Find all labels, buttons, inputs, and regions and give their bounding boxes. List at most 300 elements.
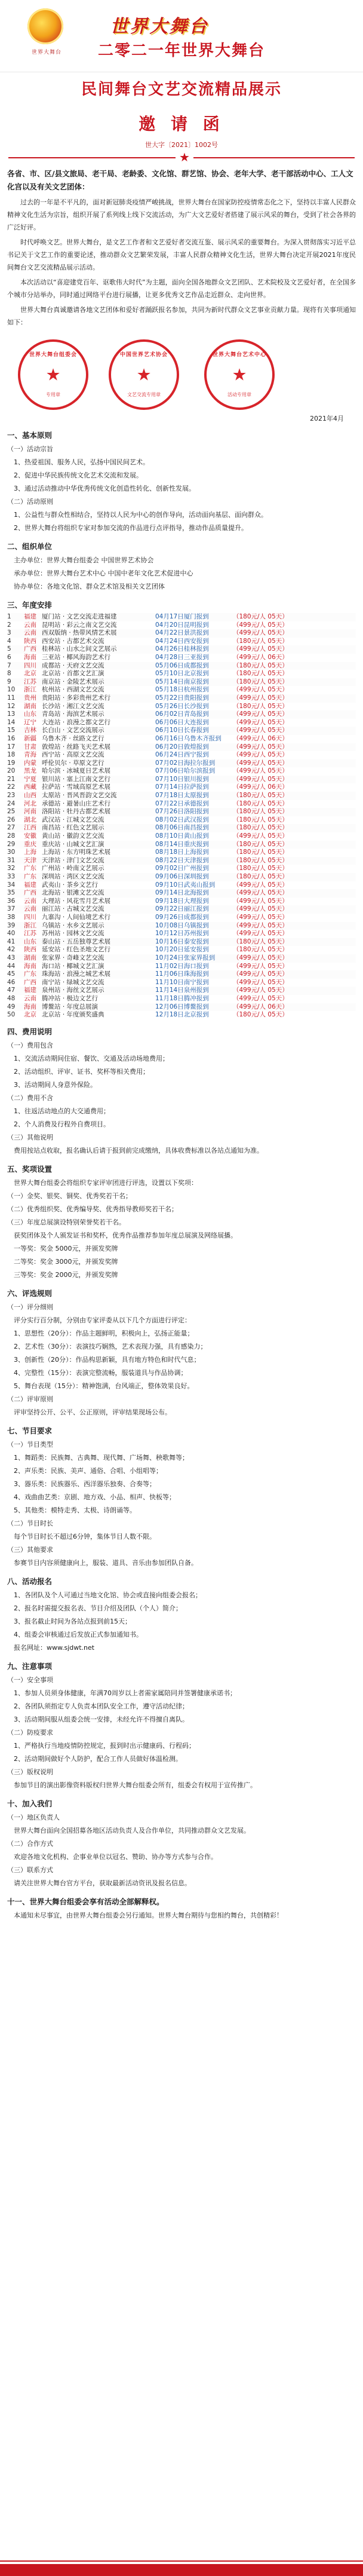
- schedule-title-cell: 苏州站 · 园林文艺交流: [42, 930, 104, 938]
- schedule-region-cell: 云南: [24, 897, 36, 905]
- seal-top-text: 世界大舞台艺术中心: [212, 352, 266, 358]
- schedule-no-cell: 24: [7, 800, 16, 807]
- schedule-date-cell: 08月06日南昌报到: [155, 824, 209, 832]
- intro-paragraph: 本次活动以“喜迎建党百年、讴歌伟大时代”为主题，面向全国各地群众文艺团队、艺术院校及文艺爱好者，在全国多个城市分站举办，同时通过网络平台进行展播，让更多优秀文艺作品走近群众、走向世界。: [7, 278, 356, 299]
- schedule-region-cell: 北京: [24, 670, 36, 678]
- schedule-fee-cell: （180元/人 05天）: [233, 816, 288, 823]
- schedule-region-cell: 吉林: [24, 727, 36, 734]
- schedule-title-cell: 武汉站 · 江城文艺交流: [42, 816, 104, 823]
- schedule-date-cell: 07月10日银川报到: [155, 775, 209, 783]
- schedule-no-cell: 9: [7, 678, 11, 685]
- schedule-title-cell: 西双版纳 · 热带风情艺术展: [42, 629, 117, 637]
- schedule-fee-cell: （499元/人 05天）: [233, 775, 288, 783]
- schedule-no-cell: 3: [7, 629, 11, 637]
- table-row: [7, 914, 356, 922]
- list-item: 1、舞蹈类：民族舞、古典舞、现代舞、广场舞、秧歌舞等；: [14, 1453, 189, 1462]
- table-row: [7, 694, 356, 703]
- schedule-region-cell: 广西: [24, 889, 36, 897]
- list-item: 一等奖：奖金 5000元，并颁发奖牌: [14, 1244, 118, 1252]
- list-item: 获奖团体及个人颁发证书和奖杯，优秀作品推荐参加年度总展演及网络展播。: [14, 1231, 237, 1239]
- subsection-title: （三）年度总展演设特别荣誉奖若干名。: [7, 1218, 125, 1226]
- subsection-title: （二）评审原则: [7, 1395, 53, 1403]
- schedule-fee-cell: （180元/人 05天）: [233, 613, 288, 620]
- table-row: [7, 678, 356, 687]
- schedule-region-cell: 云南: [24, 994, 36, 1002]
- list-item: 评审坚持公开、公平、公正原则，评审结果现场公布。: [14, 1408, 171, 1416]
- table-row: [7, 719, 356, 727]
- schedule-no-cell: 17: [7, 743, 16, 751]
- schedule-date-cell: 11月10日南宁报到: [155, 978, 209, 986]
- list-item: 世界大舞台组委会将组织专家评审团进行评选，设置以下奖项：: [14, 1178, 198, 1187]
- schedule-title-cell: 呼伦贝尔 · 草原文艺行: [42, 759, 104, 767]
- schedule-date-cell: 11月02日海口报到: [155, 962, 209, 970]
- schedule-region-cell: 山东: [24, 710, 36, 718]
- schedule-fee-cell: （499元/人 05天）: [233, 913, 288, 921]
- schedule-region-cell: 河北: [24, 800, 36, 807]
- schedule-title-cell: 成都站 · 天府文艺交流: [42, 661, 104, 669]
- schedule-region-cell: 广东: [24, 873, 36, 880]
- table-row: [7, 621, 356, 630]
- schedule-fee-cell: （499元/人 05天）: [233, 881, 288, 889]
- invitation-heading: 邀 请 函: [139, 114, 224, 134]
- schedule-date-cell: 10月16日泰安报到: [155, 938, 209, 945]
- schedule-title-cell: 泉州站 · 海丝文艺展示: [42, 987, 104, 994]
- subsection-title: （一）节目类型: [7, 1440, 53, 1448]
- schedule-title-cell: 三亚站 · 椰风海韵艺术行: [42, 653, 111, 661]
- schedule-date-cell: 04月28日三亚报到: [155, 653, 209, 661]
- table-row: [7, 905, 356, 914]
- schedule-date-cell: 08月02日武汉报到: [155, 816, 209, 823]
- schedule-no-cell: 44: [7, 962, 16, 970]
- schedule-title-cell: 北京站 · 首都文艺汇演: [42, 670, 104, 678]
- section-title: 九、注意事项: [7, 1661, 53, 1671]
- schedule-no-cell: 15: [7, 727, 16, 734]
- table-row: [7, 686, 356, 694]
- schedule-fee-cell: （499元/人 05天）: [233, 694, 288, 702]
- intro-paragraph: 世界大舞台真诚邀请各地文艺团体和爱好者踊跃报名参加，共同为新时代群众文艺事业贡献力量。现将有关事项通知如下：: [7, 306, 356, 326]
- seal-top-text: 中国世界艺术协会: [119, 352, 168, 358]
- schedule-title-cell: 重庆站 · 山城文艺汇演: [42, 840, 104, 848]
- schedule-date-cell: 08月10日黄山报到: [155, 832, 209, 840]
- schedule-title-cell: 长白山 · 文艺交流展示: [42, 727, 104, 734]
- schedule-fee-cell: （180元/人 05天）: [233, 808, 288, 816]
- schedule-title-cell: 拉萨站 · 雪域高原艺术展: [42, 783, 111, 791]
- list-item: 2、促进中华民族传统文化艺术交流和发展。: [14, 471, 143, 479]
- signature-date: 2021年4月: [310, 415, 344, 422]
- schedule-fee-cell: （180元/人 05天）: [233, 792, 288, 800]
- schedule-date-cell: 06月24日西宁报到: [155, 751, 209, 759]
- schedule-region-cell: 安徽: [24, 832, 36, 840]
- body-sections: [7, 1025, 356, 1922]
- table-row: [7, 898, 356, 906]
- official-seal: [18, 339, 88, 410]
- schedule-title-cell: 杭州站 · 西湖文艺交流: [42, 686, 104, 694]
- table-row: [7, 800, 356, 808]
- schedule-region-cell: 广东: [24, 865, 36, 872]
- schedule-fee-cell: （499元/人 06天）: [233, 783, 288, 791]
- schedule-date-cell: 08月14日重庆报到: [155, 840, 209, 848]
- schedule-title-cell: 大连站 · 浪漫之都文艺行: [42, 718, 111, 726]
- list-item: 本通知未尽事宜，由世界大舞台组委会另行通知。世界大舞台期待与您相约舞台，共创精彩！: [14, 1911, 283, 1919]
- schedule-region-cell: 福建: [24, 613, 36, 620]
- schedule-no-cell: 23: [7, 792, 16, 800]
- table-row: [7, 841, 356, 849]
- list-item: 1、各团队及个人可通过当地文化馆、协会或直接向组委会报名；: [14, 1591, 202, 1599]
- schedule-no-cell: 10: [7, 686, 16, 694]
- table-row: [7, 963, 356, 971]
- schedule-region-cell: 广西: [24, 645, 36, 653]
- table-row: [7, 1003, 356, 1012]
- schedule-fee-cell: （499元/人 05天）: [233, 743, 288, 751]
- schedule-title-cell: 洛阳站 · 牡丹古都艺术展: [42, 808, 111, 816]
- subsection-title: （一）安全事项: [7, 1676, 53, 1684]
- intro-paragraph: 过去的一年是不平凡的，面对新冠肺炎疫情严峻挑战，世界大舞台在国家防控疫情常态化之下，坚持以丰富人民群众精神文化生活为宗旨，组织开展了系列线上线下交流活动，为广大文艺爱好者搭建了展示风采的舞台，受到了社会各界的广泛好评。: [7, 198, 356, 231]
- schedule-title-cell: 西安站 · 古都艺术交流: [42, 637, 104, 645]
- table-row: [7, 703, 356, 711]
- schedule-title-cell: 大理站 · 风花雪月艺术展: [42, 897, 111, 905]
- list-item: 协办单位：各地文化馆、群众艺术馆及相关文艺团体: [14, 583, 165, 590]
- schedule-region-cell: 广西: [24, 978, 36, 986]
- list-item: 参赛节目内容须健康向上，服装、道具、音乐由参加团队自备。: [14, 1558, 198, 1567]
- list-item: 2、个人消费及行程外自费项目。: [14, 1120, 110, 1128]
- schedule-title-cell: 北海站 · 银滩文艺交流: [42, 889, 104, 897]
- table-row: [7, 824, 356, 832]
- schedule-title-cell: 南宁站 · 绿城文艺交流: [42, 978, 104, 986]
- list-item: 三等奖：奖金 2000元，并颁发奖牌: [14, 1270, 118, 1279]
- schedule-date-cell: 05月26日长沙报到: [155, 702, 209, 710]
- schedule-no-cell: 2: [7, 621, 11, 629]
- schedule-fee-cell: （499元/人 05天）: [233, 710, 288, 718]
- schedule-region-cell: 浙江: [24, 686, 36, 694]
- schedule-fee-cell: （499元/人 05天）: [233, 921, 288, 929]
- table-row: [7, 613, 356, 621]
- table-row: [7, 783, 356, 792]
- schedule-no-cell: 37: [7, 905, 16, 913]
- list-item: 1、严格执行当地疫情防控规定，报到时出示健康码、行程码；: [14, 1741, 195, 1750]
- list-item: 3、活动期间服从组委会统一安排，未经允许不得擅自离队。: [14, 1715, 189, 1723]
- schedule-date-cell: 05月14日南京报到: [155, 678, 209, 685]
- schedule-title-cell: 张家界 · 奇峰文艺交流: [42, 954, 104, 961]
- schedule-region-cell: 湖南: [24, 702, 36, 710]
- schedule-no-cell: 18: [7, 751, 16, 759]
- page-title-line1: 二零二一年世界大舞台: [97, 42, 265, 60]
- schedule-no-cell: 22: [7, 783, 16, 791]
- table-row: [7, 1011, 356, 1019]
- schedule-no-cell: 8: [7, 670, 11, 678]
- logo-caption: 世界大舞台: [31, 49, 61, 55]
- schedule-date-cell: 04月24日西安报到: [155, 637, 209, 645]
- schedule-fee-cell: （499元/人 05天）: [233, 978, 288, 986]
- schedule-fee-cell: （499元/人 05天）: [233, 930, 288, 938]
- schedule-no-cell: 28: [7, 832, 16, 840]
- list-item: 参加节目的演出影像资料版权归世界大舞台组委会所有，组委会有权用于宣传推广。: [14, 1781, 257, 1789]
- schedule-date-cell: 09月26日成都报到: [155, 913, 209, 921]
- schedule-no-cell: 25: [7, 808, 16, 816]
- schedule-fee-cell: （499元/人 05天）: [233, 832, 288, 840]
- schedule-no-cell: 20: [7, 767, 16, 775]
- schedule-no-cell: 19: [7, 759, 16, 767]
- schedule-fee-cell: （180元/人 05天）: [233, 938, 288, 945]
- schedule-no-cell: 14: [7, 718, 16, 726]
- schedule-fee-cell: （499元/人 05天）: [233, 686, 288, 694]
- subsection-title: （二）合作方式: [7, 1839, 53, 1848]
- table-row: [7, 922, 356, 930]
- schedule-fee-cell: （499元/人 05天）: [233, 751, 288, 759]
- schedule-date-cell: 08月18日上海报到: [155, 849, 209, 856]
- subsection-title: （二）防疫要求: [7, 1728, 53, 1736]
- list-item: 二等奖：奖金 3000元，并颁发奖牌: [14, 1257, 118, 1266]
- list-item: 每个节目时长不超过6分钟，集体节目人数不限。: [14, 1532, 156, 1540]
- schedule-fee-cell: （180元/人 05天）: [233, 865, 288, 872]
- section-title: 五、奖项设置: [7, 1164, 53, 1174]
- schedule-region-cell: 甘肃: [24, 743, 36, 751]
- schedule-region-cell: 云南: [24, 621, 36, 629]
- schedule-region-cell: 云南: [24, 905, 36, 913]
- table-row: [7, 776, 356, 784]
- list-item: 费用按站点收取，报名确认后请于报到前完成缴纳，具体收费标准以各站点通知为准。: [14, 1146, 263, 1154]
- table-row: [7, 987, 356, 995]
- table-row: [7, 767, 356, 776]
- schedule-region-cell: 湖北: [24, 816, 36, 823]
- schedule-fee-cell: （499元/人 05天）: [233, 718, 288, 726]
- schedule-fee-cell: （499元/人 05天）: [233, 897, 288, 905]
- schedule-date-cell: 10月20日延安报到: [155, 946, 209, 954]
- schedule-date-cell: 05月10日北京报到: [155, 670, 209, 678]
- schedule-date-cell: 12月06日博鳌报到: [155, 1003, 209, 1010]
- schedule-region-cell: 四川: [24, 661, 36, 669]
- organization-logo-icon: [27, 8, 63, 44]
- schedule-date-cell: 05月06日成都报到: [155, 661, 209, 669]
- schedule-region-cell: 海南: [24, 653, 36, 661]
- schedule-title-cell: 北京站 · 年度颁奖盛典: [42, 1011, 104, 1019]
- schedule-date-cell: 04月17日厦门报到: [155, 613, 209, 620]
- table-row: [7, 889, 356, 898]
- footer-bar: [0, 2564, 363, 2576]
- schedule-title-cell: 乌镇站 · 水乡文艺展示: [42, 921, 104, 929]
- schedule-no-cell: 12: [7, 702, 16, 710]
- page-title-line2: 民间舞台文艺交流精品展示: [81, 81, 282, 99]
- schedule-fee-cell: （499元/人 05天）: [233, 994, 288, 1002]
- list-item: 2、各团队须指定专人负责本团队安全工作，遵守活动纪律；: [14, 1702, 189, 1710]
- schedule-region-cell: 四川: [24, 913, 36, 921]
- schedule-no-cell: 34: [7, 881, 16, 889]
- schedule-date-cell: 09月22日丽江报到: [155, 905, 209, 913]
- schedule-date-cell: 10月24日张家界报到: [155, 954, 216, 961]
- schedule-title-cell: 青岛站 · 海滨艺术展示: [42, 710, 104, 718]
- schedule-date-cell: 11月06日珠海报到: [155, 970, 209, 978]
- schedule-title-cell: 乌鲁木齐 · 丝路文艺行: [42, 734, 104, 742]
- schedule-fee-cell: （499元/人 05天）: [233, 645, 288, 653]
- section-title: 八、活动报名: [7, 1576, 53, 1586]
- section-title: 二、组织单位: [7, 542, 53, 551]
- list-item: 1、交流活动期间住宿、餐饮、交通及活动场地费用；: [14, 1054, 169, 1062]
- schedule-region-cell: 北京: [24, 1011, 36, 1019]
- schedule-title-cell: 厦门站 · 文艺交流走进福建: [42, 613, 117, 620]
- section-title: 六、评选规则: [7, 1288, 53, 1298]
- schedule-region-cell: 西藏: [24, 783, 36, 791]
- schedule-fee-cell: （180元/人 05天）: [233, 1011, 288, 1019]
- subsection-title: （三）联系方式: [7, 1866, 53, 1874]
- table-row: [7, 743, 356, 752]
- schedule-title-cell: 南京站 · 金陵艺术展示: [42, 678, 104, 685]
- table-row: [7, 946, 356, 954]
- schedule-fee-cell: （180元/人 05天）: [233, 840, 288, 848]
- subsection-title: （一）地区负责人: [7, 1813, 60, 1821]
- schedule-title-cell: 银川站 · 塞上江南文艺行: [42, 775, 111, 783]
- brand-banner: [79, 6, 240, 43]
- schedule-region-cell: 海南: [24, 962, 36, 970]
- schedule-fee-cell: （180元/人 05天）: [233, 661, 288, 669]
- schedule-date-cell: 12月18日北京报到: [155, 1011, 209, 1019]
- schedule-region-cell: 黑龙: [24, 767, 36, 775]
- table-row: [7, 759, 356, 768]
- subsection-title: （一）金奖、银奖、铜奖、优秀奖若干名；: [7, 1191, 132, 1200]
- schedule-region-cell: 福建: [24, 881, 36, 889]
- schedule-date-cell: 09月14日北海报到: [155, 889, 209, 897]
- schedule-date-cell: 05月22日贵阳报到: [155, 694, 209, 702]
- schedule-fee-cell: （180元/人 05天）: [233, 849, 288, 856]
- schedule-no-cell: 48: [7, 994, 16, 1002]
- schedule-fee-cell: （499元/人 05天）: [233, 954, 288, 961]
- schedule-no-cell: 46: [7, 978, 16, 986]
- table-row: [7, 881, 356, 890]
- schedule-title-cell: 深圳站 · 湾区文艺交流: [42, 873, 104, 880]
- list-item: 2、声乐类：民族、美声、通俗、合唱、小组唱等；: [14, 1466, 162, 1475]
- table-row: [7, 662, 356, 670]
- schedule-region-cell: 上海: [24, 849, 36, 856]
- table-row: [7, 629, 356, 638]
- table-row: [7, 645, 356, 654]
- schedule-fee-cell: （499元/人 05天）: [233, 727, 288, 734]
- subsection-title: （二）节目时长: [7, 1519, 53, 1527]
- list-item: 4、组委会审核通过后发放正式参加通知书。: [14, 1630, 143, 1638]
- schedule-no-cell: 16: [7, 734, 16, 742]
- schedule-region-cell: 江苏: [24, 930, 36, 938]
- schedule-title-cell: 哈尔滨 · 冰城夏日艺术展: [42, 767, 111, 775]
- schedule-region-cell: 广东: [24, 970, 36, 978]
- schedule-no-cell: 41: [7, 938, 16, 945]
- schedule-date-cell: 07月02日海拉尔报到: [155, 759, 216, 767]
- schedule-fee-cell: （180元/人 05天）: [233, 824, 288, 832]
- schedule-no-cell: 35: [7, 889, 16, 897]
- list-item: 评分实行百分制，分别由专家评委从以下几个方面进行评定：: [14, 1316, 191, 1324]
- schedule-title-cell: 黄山站 · 徽韵文艺交流: [42, 832, 104, 840]
- schedule-fee-cell: （180元/人 05天）: [233, 678, 288, 685]
- schedule-date-cell: 06月20日敦煌报到: [155, 743, 209, 751]
- table-row: [7, 930, 356, 938]
- schedule-title-cell: 腾冲站 · 极边文艺行: [42, 994, 99, 1002]
- list-item: 3、创新性（20分）：作品构思新颖，具有地方特色和时代气息；: [14, 1355, 201, 1364]
- table-row: [7, 727, 356, 735]
- schedule-no-cell: 4: [7, 637, 11, 645]
- document-number: 世大字〔2021〕1002号: [145, 141, 218, 149]
- table-row: [7, 970, 356, 979]
- schedule-fee-cell: （499元/人 05天）: [233, 889, 288, 897]
- table-row: [7, 979, 356, 987]
- schedule-fee-cell: （499元/人 05天）: [233, 905, 288, 913]
- schedule-no-cell: 26: [7, 816, 16, 823]
- schedule-date-cell: 09月10日武夷山报到: [155, 881, 216, 889]
- official-seal: [109, 339, 179, 410]
- section-title: 一、基本原则: [7, 431, 53, 440]
- list-item: 5、其他类：模特走秀、太极、诗朗诵等。: [14, 1506, 136, 1514]
- seal-bottom-text: 活动专用章: [227, 392, 251, 397]
- schedule-no-cell: 30: [7, 849, 16, 856]
- schedule-date-cell: 10月12日苏州报到: [155, 930, 209, 938]
- schedule-no-cell: 29: [7, 840, 16, 848]
- schedule-fee-cell: （499元/人 05天）: [233, 621, 288, 629]
- schedule-region-cell: 云南: [24, 629, 36, 637]
- table-row: [7, 710, 356, 719]
- schedule-region-cell: 山东: [24, 938, 36, 945]
- subsection-title: （三）版权说明: [7, 1768, 53, 1776]
- schedule-title-cell: 泰山站 · 五岳独尊艺术展: [42, 938, 111, 945]
- subsection-title: （二）活动原则: [7, 498, 53, 506]
- schedule-no-cell: 43: [7, 954, 16, 961]
- schedule-region-cell: 青海: [24, 751, 36, 759]
- table-row: [7, 865, 356, 873]
- brand-banner-text: 世界大舞台: [110, 17, 209, 36]
- seal-top-text: 世界大舞台组委会: [29, 352, 77, 358]
- schedule-no-cell: 27: [7, 824, 16, 832]
- table-row: [7, 849, 356, 857]
- schedule-no-cell: 38: [7, 913, 16, 921]
- list-item: 1、热爱祖国、服务人民，弘扬中国民间艺术。: [14, 458, 149, 466]
- schedule-no-cell: 50: [7, 1011, 16, 1019]
- list-item: 4、戏曲曲艺类：京剧、地方戏、小品、相声、快板等；: [14, 1493, 176, 1501]
- schedule-date-cell: 10月08日乌镇报到: [155, 921, 209, 929]
- schedule-title-cell: 上海站 · 东方明珠艺术展: [42, 849, 111, 856]
- schedule-title-cell: 延安站 · 红色圣地文艺行: [42, 946, 111, 954]
- official-seal: [204, 339, 275, 410]
- subsection-title: （一）活动宗旨: [7, 445, 53, 453]
- subsection-title: （一）费用包含: [7, 1041, 53, 1049]
- schedule-region-cell: 江苏: [24, 678, 36, 685]
- table-row: [7, 873, 356, 881]
- schedule-title-cell: 长沙站 · 湘江文艺交流: [42, 702, 104, 710]
- schedule-no-cell: 49: [7, 1003, 16, 1010]
- list-item: 欢迎各地文化机构、企事业单位以冠名、赞助、协办等方式参与合作。: [14, 1852, 217, 1861]
- list-item: 2、活动期间做好个人防护，配合工作人员做好体温检测。: [14, 1754, 182, 1763]
- list-item: 世界大舞台面向全国招募各地区活动负责人及合作单位，共同推动群众文艺发展。: [14, 1826, 250, 1834]
- schedule-no-cell: 33: [7, 873, 16, 880]
- subsection-title: （三）其他说明: [7, 1133, 53, 1141]
- schedule-region-cell: 河南: [24, 808, 36, 816]
- schedule-region-cell: 贵州: [24, 694, 36, 702]
- schedule-date-cell: 04月20日昆明报到: [155, 621, 209, 629]
- schedule-fee-cell: （180元/人 05天）: [233, 800, 288, 807]
- schedule-title-cell: 九寨沟 · 人间仙境艺术行: [42, 913, 111, 921]
- list-item: 2、活动组织、评审、证书、奖杯等相关费用；: [14, 1067, 149, 1076]
- subsection-title: （二）优秀组织奖、优秀编导奖、优秀指导教师奖若干名；: [7, 1205, 178, 1213]
- schedule-no-cell: 47: [7, 987, 16, 994]
- schedule-region-cell: 新疆: [24, 734, 36, 742]
- schedule-fee-cell: （499元/人 06天）: [233, 653, 288, 661]
- section-title: 三、年度安排: [7, 601, 53, 609]
- schedule-fee-cell: （499元/人 05天）: [233, 970, 288, 978]
- schedule-table: [7, 613, 356, 1019]
- section-title: 十、加入我们: [7, 1799, 53, 1808]
- schedule-no-cell: 40: [7, 930, 16, 938]
- schedule-date-cell: 09月06日深圳报到: [155, 873, 209, 880]
- schedule-date-cell: 07月26日洛阳报到: [155, 808, 209, 816]
- subsection-title: （一）评分细则: [7, 1303, 53, 1311]
- schedule-title-cell: 海口站 · 椰城文艺汇演: [42, 962, 104, 970]
- schedule-date-cell: 08月22日天津报到: [155, 856, 209, 864]
- section-title: 四、费用说明: [7, 1027, 53, 1036]
- schedule-date-cell: 07月18日太原报到: [155, 792, 209, 800]
- footer-divider: [0, 2560, 363, 2562]
